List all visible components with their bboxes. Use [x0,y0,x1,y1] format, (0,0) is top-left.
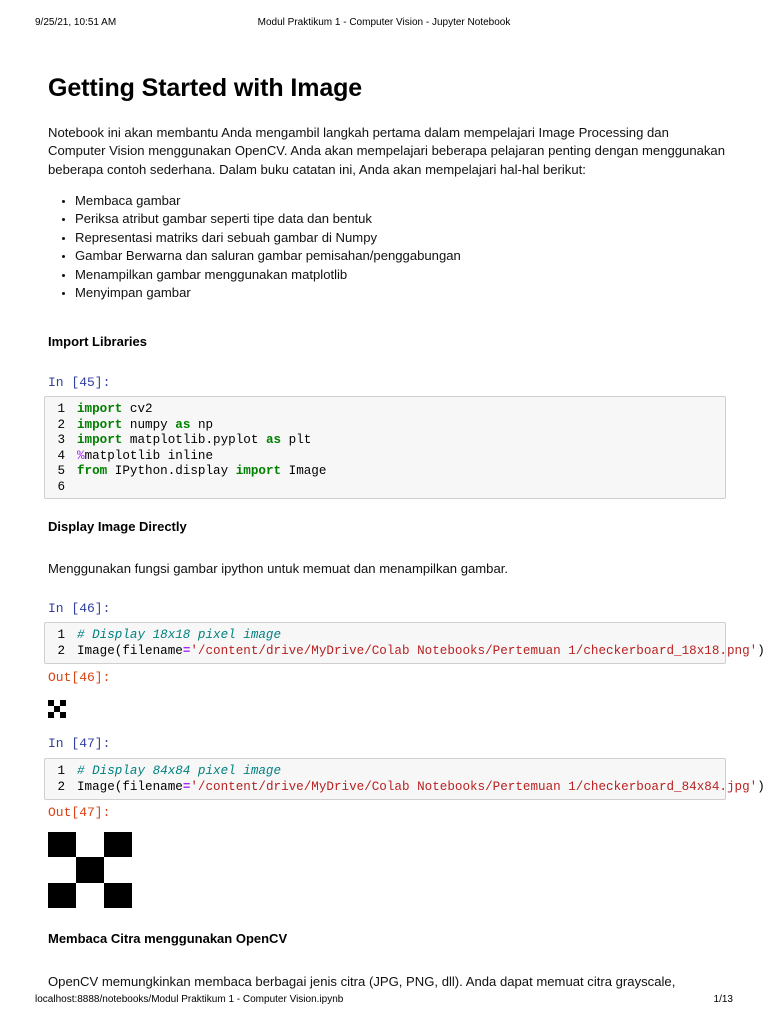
code-text [77,764,281,780]
code-line[interactable] [45,402,725,418]
line-number: 5 [57,464,65,478]
checker-square-black [60,712,66,718]
cell-input-prompt: In [47]: [48,736,111,751]
code-line[interactable] [45,418,725,434]
line-number: 2 [57,779,65,794]
code-line[interactable] [45,433,725,449]
code-cell-import[interactable] [44,396,726,499]
print-page-number: 1/13 [713,994,733,1005]
code-token: as [265,433,282,447]
topic-list-item: • Membaca gambar [75,192,461,210]
code-token: from [77,464,108,478]
code-token: cv2 [122,402,153,416]
print-datetime: 9/25/21, 10:51 AM [35,17,117,28]
code-text [77,780,765,796]
checker-square-white [76,832,104,857]
code-line[interactable] [45,449,725,465]
code-token: import [77,417,123,432]
code-line[interactable] [45,779,765,796]
code-token: # Display 18x18 pixel image [77,628,282,642]
code-line[interactable] [45,643,765,660]
print-footer [35,994,733,1008]
opencv-description: OpenCV memungkinkan membaca berbagai jenis citra (JPG, PNG, dll). Anda dapat memuat citra grayscale, [48,974,676,989]
section-import-libraries: Import Libraries [48,334,147,349]
code-token: np [190,417,214,432]
intro-paragraph: Notebook ini akan membantu Anda mengambil langkah pertama dalam mempelajari Image Processing dan Computer Vision menggunakan OpenCV. Anda akan mempelajari beberapa pelajaran penting dengan menggunakan beberapa contoh sederhana. Dalam buku catatan ini, Anda akan mempelajari hal-hal berikut: [48,125,725,177]
code-token: # Display 84x84 pixel image [77,764,282,778]
topic-list-item: • Periksa atribut gambar seperti tipe data dan bentuk [75,210,461,228]
code-token: % [77,448,85,463]
code-text [77,464,326,480]
code-token: matplotlib.pyplot [122,433,266,447]
topic-list-item: • Menampilkan gambar menggunakan matplotlib [75,266,461,284]
line-number: 3 [57,433,65,447]
line-number: 6 [57,479,65,494]
checker-square-white [48,857,76,882]
code-token: as [175,417,191,432]
display-description: Menggunakan fungsi gambar ipython untuk memuat dan menampilkan gambar. [48,561,509,576]
checker-square-black [76,857,104,882]
code-line[interactable] [45,480,725,496]
code-token: '/content/drive/MyDrive/Colab Notebooks/Pertemuan 1/checkerboard_84x84.jpg' [190,779,758,794]
code-token: import [77,402,123,416]
topic-list [48,192,461,302]
line-number: 1 [57,764,65,778]
code-text [77,644,765,660]
line-number: 1 [57,402,65,416]
checker-square-white [104,857,132,882]
code-token: IPython.display [107,464,236,478]
code-line[interactable] [45,628,725,644]
line-number: 4 [57,448,65,463]
checker-square-black [104,832,132,857]
checker-square-black [48,832,76,857]
code-text [77,628,281,644]
code-token: numpy [122,417,176,432]
code-line[interactable] [45,464,725,480]
code-cell-display-18[interactable] [44,622,765,664]
code-token: '/content/drive/MyDrive/Colab Notebooks/Pertemuan 1/checkerboard_18x18.png' [190,643,758,658]
notebook-title: Getting Started with Image [48,74,363,102]
checker-square-black [104,883,132,908]
topic-list-item: • Menyimpan gambar [75,284,461,302]
code-token: matplotlib inline [84,448,214,463]
code-token: = [182,643,191,658]
print-url: localhost:8888/notebooks/Modul Praktikum 1 - Computer Vision.ipynb [35,994,344,1005]
cell-output-prompt: Out[46]: [48,670,111,685]
line-number: 2 [57,417,65,432]
code-line[interactable] [45,764,725,780]
checker-square-black [48,883,76,908]
section-read-opencv: Membaca Citra menggunakan OpenCV [48,931,288,946]
cell-output-prompt: Out[47]: [48,805,111,820]
code-token: plt [281,433,312,447]
cell-input-prompt: In [46]: [48,601,111,616]
line-number: 1 [57,628,65,642]
code-text [77,418,213,434]
print-title: Modul Praktikum 1 - Computer Vision - Jupyter Notebook [257,17,511,28]
code-text [77,402,153,418]
code-cell-display-84[interactable] [44,758,765,800]
line-number: 2 [57,643,65,658]
checkerboard-18-image [48,700,66,718]
checker-square-white [76,883,104,908]
section-display-image: Display Image Directly [48,519,187,534]
code-token: Image(filename [77,643,183,658]
checkerboard-84-image [48,832,132,908]
print-header [35,17,733,31]
cell-input-prompt: In [45]: [48,375,111,390]
topic-list-item: • Representasi matriks dari sebuah gambar di Numpy [75,229,461,247]
code-token: Image [281,464,327,478]
code-text [77,433,311,449]
code-token: import [235,464,282,478]
topic-list-item: • Gambar Berwarna dan saluran gambar pemisahan/penggabungan [75,247,461,265]
code-text [77,449,213,465]
code-token: = [182,779,191,794]
code-token: ) [757,779,765,794]
code-token: import [77,433,123,447]
code-token: ) [757,643,765,658]
code-token: Image(filename [77,779,183,794]
